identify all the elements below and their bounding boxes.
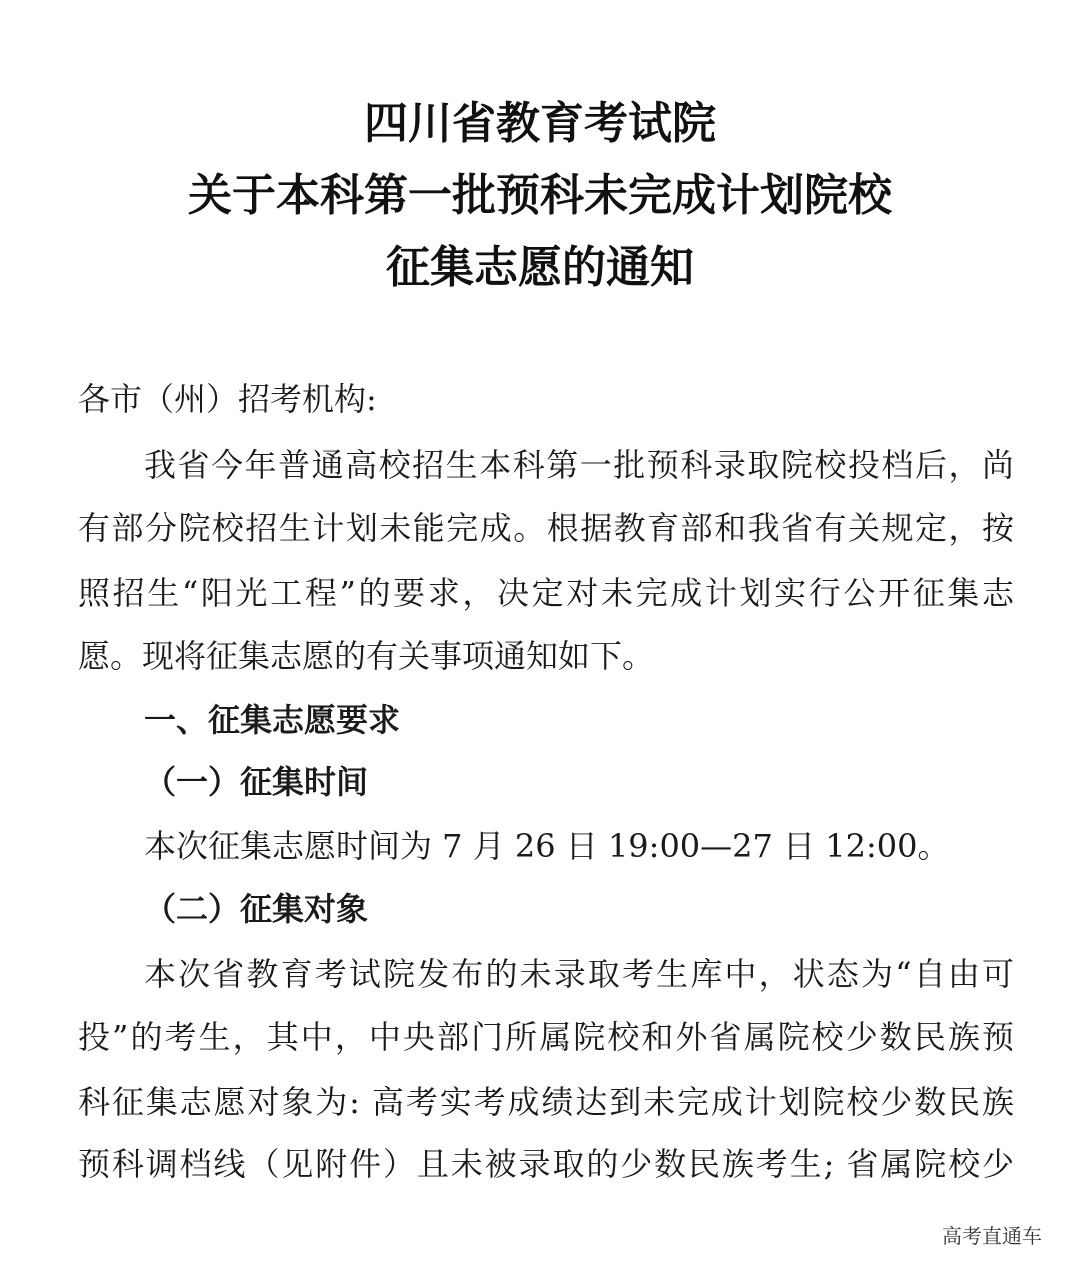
document-title-line-3: 征集志愿的通知 xyxy=(386,242,694,293)
subsection-2-line-2: 投”的考生，其中，中央部门所属院校和外省属院校少数民族预 xyxy=(78,1018,1014,1056)
subsection-2-line-3: 科征集志愿对象为: 高考实考成绩达到未完成计划院校少数民族 xyxy=(78,1083,1014,1121)
salutation: 各市（州）招考机构: xyxy=(78,380,377,418)
subsection-2-line-4: 预科调档线（见附件）且未被录取的少数民族考生; 省属院校少 xyxy=(78,1145,1014,1183)
intro-line-3: 照招生“阳光工程”的要求，决定对未完成计划实行公开征集志 xyxy=(78,574,1014,612)
subsection-1-heading: （一）征集时间 xyxy=(144,763,369,801)
document-title-line-1: 四川省教育考试院 xyxy=(364,98,716,149)
watermark-label: 高考直通车 xyxy=(942,1224,1042,1248)
document-title-line-2: 关于本科第一批预科未完成计划院校 xyxy=(188,170,892,221)
subsection-2-heading: （二）征集对象 xyxy=(144,890,369,928)
section-1-heading: 一、征集志愿要求 xyxy=(144,701,401,739)
intro-line-4: 愿。现将征集志愿的有关事项通知如下。 xyxy=(78,637,655,675)
intro-line-2: 有部分院校招生计划未能完成。根据教育部和我省有关规定，按 xyxy=(78,509,1014,547)
intro-line-1: 我省今年普通高校招生本科第一批预科录取院校投档后，尚 xyxy=(144,446,1014,484)
subsection-2-line-1: 本次省教育考试院发布的未录取考生库中，状态为“自由可 xyxy=(144,955,1014,993)
subsection-1-text: 本次征集志愿时间为 7 月 26 日 19:00—27 日 12:00。 xyxy=(144,827,950,865)
